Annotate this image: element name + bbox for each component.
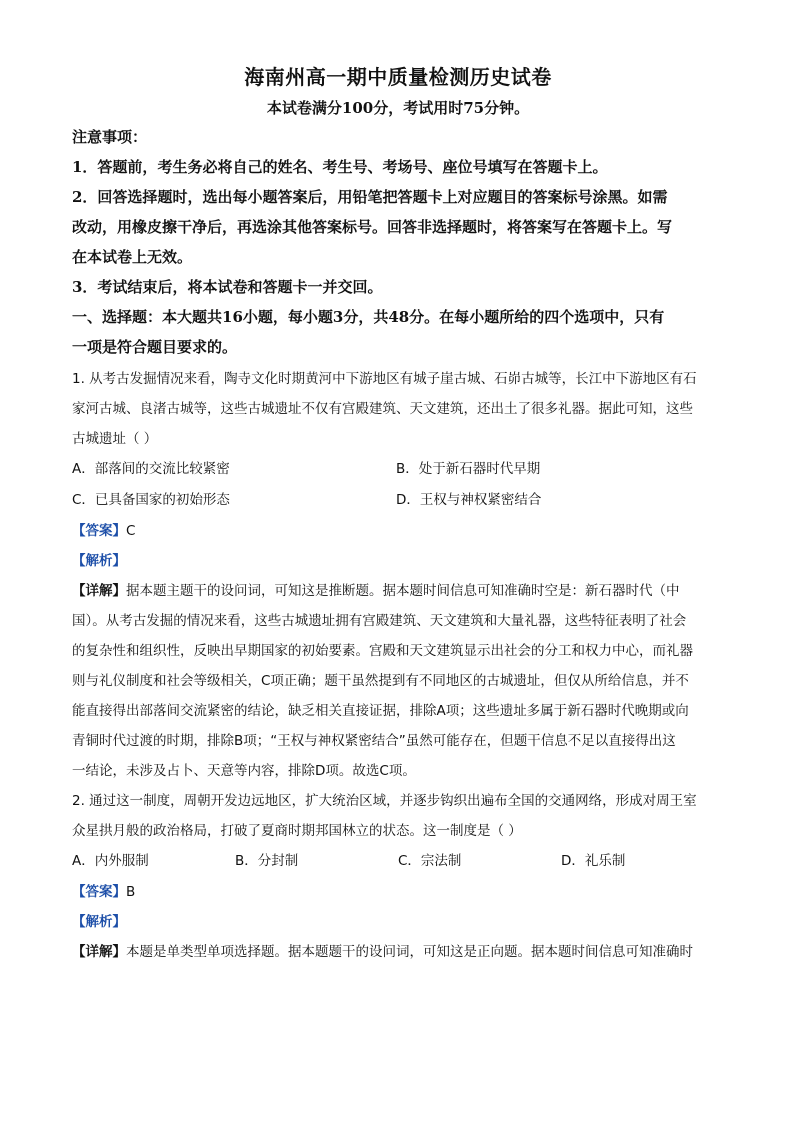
notice-item-2-line-2: 改动，用橡皮擦干净后，再选涂其他答案标号。回答非选择题时，将答案写在答题卡上。写 <box>72 218 673 236</box>
section-1-heading-line-1: 一、选择题：本大题共16小题，每小题3分，共48分。在每小题所给的四个选项中，只有 <box>72 308 665 326</box>
q1-answer-value: C <box>126 523 136 539</box>
q2-stem-line-2: 众星拱月般的政治格局，打破了夏商时期邦国林立的状态。这一制度是（ ） <box>72 823 522 839</box>
q2-stem-line-1: 2. 通过这一制度，周朝开发边远地区，扩大统治区域，并逐步钩织出遍布全国的交通网络，形成对周王室 <box>72 793 697 809</box>
q1-analysis-label: 【解析】 <box>72 553 126 569</box>
section-1-heading-line-2: 一项是符合题目要求的。 <box>72 338 238 356</box>
exam-page <box>72 62 724 967</box>
q1-detail-line-3: 的复杂性和组织性，反映出早期国家的初始要素。宫殿和天文建筑显示出社会的分工和权力中心，而礼器 <box>72 643 693 659</box>
q1-detail-label: 【详解】 <box>72 583 126 599</box>
page-title: 海南州高一期中质量检测历史试卷 <box>244 65 552 89</box>
q2-detail-label: 【详解】 <box>72 944 126 960</box>
notice-item-3: 3．考试结束后，将本试卷和答题卡一并交回。 <box>72 278 383 296</box>
q1-detail-text-1: 据本题主题干的设问词，可知这是推断题。据本题时间信息可知准确时空是：新石器时代（中 <box>126 583 680 599</box>
q1-option-a: A．部落间的交流比较紧密 <box>72 461 230 477</box>
q2-answer <box>72 877 724 907</box>
q1-stem-line-1: 1. 从考古发掘情况来看，陶寺文化时期黄河中下游地区有城子崖古城、石峁古城等，长江中下游地区有石 <box>72 371 697 387</box>
q2-answer-value: B <box>126 884 136 900</box>
q1-answer <box>72 516 724 546</box>
q2-option-a: A．内外服制 <box>72 853 149 869</box>
q1-detail-line-4: 则与礼仪制度和社会等级相关，C项正确；题干虽然提到有不同地区的古城遗址，但仅从所给信息，并不 <box>72 673 689 689</box>
q1-answer-label: 【答案】 <box>72 523 126 539</box>
notice-item-2-line-3: 在本试卷上无效。 <box>72 248 193 266</box>
q2-analysis-label: 【解析】 <box>72 914 126 930</box>
q1-detail-line-7: 一结论，未涉及占卜、天意等内容，排除D项。故选C项。 <box>72 763 416 779</box>
q2-options-row <box>72 846 724 877</box>
q2-option-c: C．宗法制 <box>398 853 462 869</box>
q1-option-d: D．王权与神权紧密结合 <box>396 492 542 508</box>
q2-analysis <box>72 907 724 937</box>
q1-stem-line-2: 家河古城、良渚古城等，这些古城遗址不仅有宫殿建筑、天文建筑，还出土了很多礼器。据此可知，这些 <box>72 401 693 417</box>
q1-options-row-1 <box>72 454 724 485</box>
q2-option-b: B．分封制 <box>235 853 299 869</box>
q1-detail-line-6: 青铜时代过渡的时期，排除B项；“王权与神权紧密结合”虽然可能存在，但题干信息不足以直接得出这 <box>72 733 676 749</box>
q2-detail-line-1 <box>72 937 724 967</box>
q1-detail-line-1 <box>72 576 724 606</box>
q1-option-b: B．处于新石器时代早期 <box>396 461 541 477</box>
notice-heading: 注意事项： <box>72 128 148 146</box>
page-subtitle: 本试卷满分100分，考试用时75分钟。 <box>266 99 530 117</box>
q1-detail-line-5: 能直接得出部落间交流紧密的结论，缺乏相关直接证据，排除A项；这些遗址多属于新石器时代晚期或向 <box>72 703 689 719</box>
q1-analysis <box>72 546 724 576</box>
q1-option-c: C．已具备国家的初始形态 <box>72 492 230 508</box>
notice-item-1: 1．答题前，考生务必将自己的姓名、考生号、考场号、座位号填写在答题卡上。 <box>72 158 608 176</box>
q1-options-row-2 <box>72 485 724 516</box>
q2-option-d: D．礼乐制 <box>561 853 626 869</box>
q2-answer-label: 【答案】 <box>72 884 126 900</box>
q1-stem-line-3: 古城遗址（ ） <box>72 431 158 447</box>
q2-detail-text-1: 本题是单类型单项选择题。据本题题干的设问词，可知这是正向题。据本题时间信息可知准确时 <box>126 944 693 960</box>
q1-detail-line-2: 国）。从考古发掘的情况来看，这些古城遗址拥有宫殿建筑、天文建筑和大量礼器，这些特征表明了社会 <box>72 613 687 629</box>
notice-item-2-line-1: 2．回答选择题时，选出每小题答案后，用铅笔把答题卡上对应题目的答案标号涂黑。如需 <box>72 188 668 206</box>
